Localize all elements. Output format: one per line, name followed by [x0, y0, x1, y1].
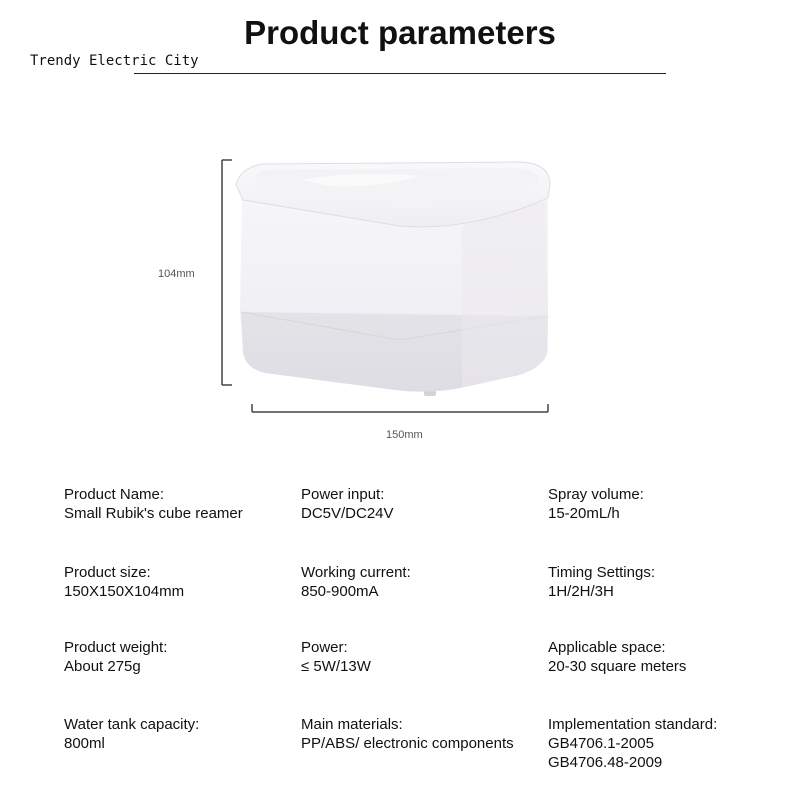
- spec-label: Applicable space:: [548, 639, 666, 656]
- spec-value: 150X150X104mm: [64, 583, 185, 600]
- spec-label: Power input:: [301, 486, 385, 503]
- spec-applicable-space: [548, 638, 686, 676]
- spec-value: About 275g: [64, 658, 141, 675]
- spec-spray-volume: [548, 485, 644, 523]
- spec-label: Working current:: [301, 564, 411, 581]
- spec-label: Main materials:: [301, 716, 403, 733]
- spec-value: 1H/2H/3H: [548, 583, 614, 600]
- spec-product-size: [64, 563, 184, 601]
- spec-value: 850-900mA: [301, 583, 379, 600]
- spec-label: Implementation standard:: [548, 716, 718, 733]
- spec-main-materials: [301, 715, 514, 753]
- spec-value: GB4706.48-2009: [548, 754, 663, 771]
- spec-water-tank-capacity: [64, 715, 199, 753]
- spec-implementation-standard: [548, 715, 717, 772]
- spec-value: GB4706.1-2005: [548, 735, 654, 752]
- spec-value: 800ml: [64, 735, 105, 752]
- spec-value: 15-20mL/h: [548, 505, 620, 522]
- spec-value: Small Rubik's cube reamer: [64, 505, 243, 522]
- spec-label: Spray volume:: [548, 486, 644, 503]
- spec-label: Power:: [301, 639, 348, 656]
- store-watermark: Trendy Electric City: [30, 53, 199, 69]
- spec-label: Product weight:: [64, 639, 168, 656]
- spec-label: Timing Settings:: [548, 564, 655, 581]
- spec-value: ≤ 5W/13W: [301, 658, 371, 675]
- spec-label: Product size:: [64, 564, 151, 581]
- spec-power-input: [301, 485, 394, 523]
- width-dimension-label: 150mm: [386, 429, 423, 441]
- spec-value: DC5V/DC24V: [301, 505, 394, 522]
- spec-label: Product Name:: [64, 486, 165, 503]
- spec-value: PP/ABS/ electronic components: [301, 735, 514, 752]
- spec-label: Water tank capacity:: [64, 716, 200, 733]
- spec-working-current: [301, 563, 411, 601]
- spec-value: 20-30 square meters: [548, 658, 687, 675]
- page-title: Product parameters: [244, 14, 556, 51]
- spec-power: [301, 638, 371, 676]
- spec-product-weight: [64, 638, 167, 676]
- height-dimension-label: 104mm: [158, 268, 195, 280]
- spec-timing-settings: [548, 563, 655, 601]
- spec-product-name: [64, 485, 243, 523]
